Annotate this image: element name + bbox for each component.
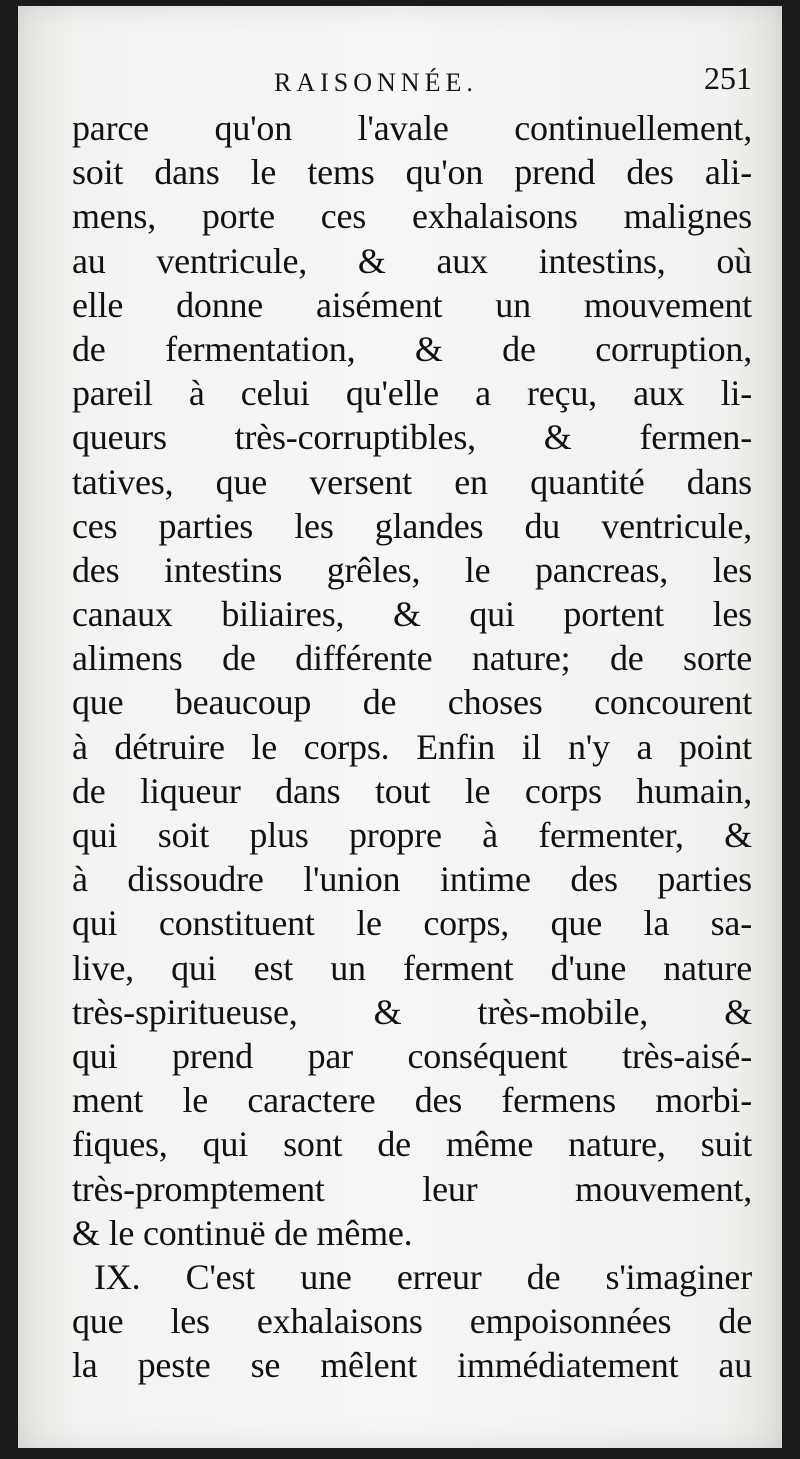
text-line: qui soit plus propre à fermenter, & [72, 815, 752, 855]
text-line: ces parties les glandes du ventricule, [72, 505, 752, 546]
running-title: RAISONNÉE. [274, 68, 478, 97]
text-line: à détruire le corps. Enfin il n'y a point [72, 726, 752, 767]
text-line: très-promptement leur mouvement, [72, 1168, 752, 1209]
text-line: très-spiritueuse, & très-mobile, & [72, 991, 752, 1032]
text-line: pareil à celui qu'elle a reçu, aux li- [72, 373, 752, 414]
text-line: live, qui est un ferment d'une nature [72, 947, 752, 988]
text-line: & le continuë de même. [72, 1212, 413, 1253]
text-line: la peste se mêlent immédiatement au [72, 1345, 752, 1386]
text-line: qui prend par conséquent très-aisé- [72, 1035, 752, 1076]
text-line: tatives, que versent en quantité dans [72, 461, 752, 502]
text-line: mens, porte ces exhalaisons malignes [72, 196, 752, 237]
page-number: 251 [704, 60, 752, 96]
text-line: queurs très-corruptibles, & fermen- [72, 417, 752, 458]
text-line: de fermentation, & de corruption, [72, 328, 752, 369]
text-line: au ventricule, & aux intestins, où [72, 240, 752, 281]
book-page [18, 6, 782, 1448]
text-line: alimens de différente nature; de sorte [72, 638, 752, 679]
text-line: soit dans le tems qu'on prend des ali- [72, 152, 752, 193]
text-line: canaux biliaires, & qui portent les [72, 594, 752, 635]
body-text [72, 106, 752, 1387]
text-line: ment le caractere des fermens morbi- [72, 1080, 752, 1121]
text-line: des intestins grêles, le pancreas, les [72, 549, 752, 590]
text-line: elle donne aisément un mouvement [72, 284, 752, 325]
text-line: à dissoudre l'union intime des parties [72, 859, 752, 900]
text-line: que beaucoup de choses concourent [72, 682, 752, 723]
text-line: parce qu'on l'avale continuellement, [72, 108, 752, 148]
text-line: que les exhalaisons empoisonnées de [72, 1301, 752, 1342]
text-line: de liqueur dans tout le corps humain, [72, 770, 752, 811]
text-line: fiques, qui sont de même nature, suit [72, 1124, 752, 1165]
paragraph-start-line: IX. C'est une erreur de s'imaginer [94, 1256, 752, 1297]
page-header [72, 62, 752, 102]
text-line: qui constituent le corps, que la sa- [72, 903, 752, 944]
